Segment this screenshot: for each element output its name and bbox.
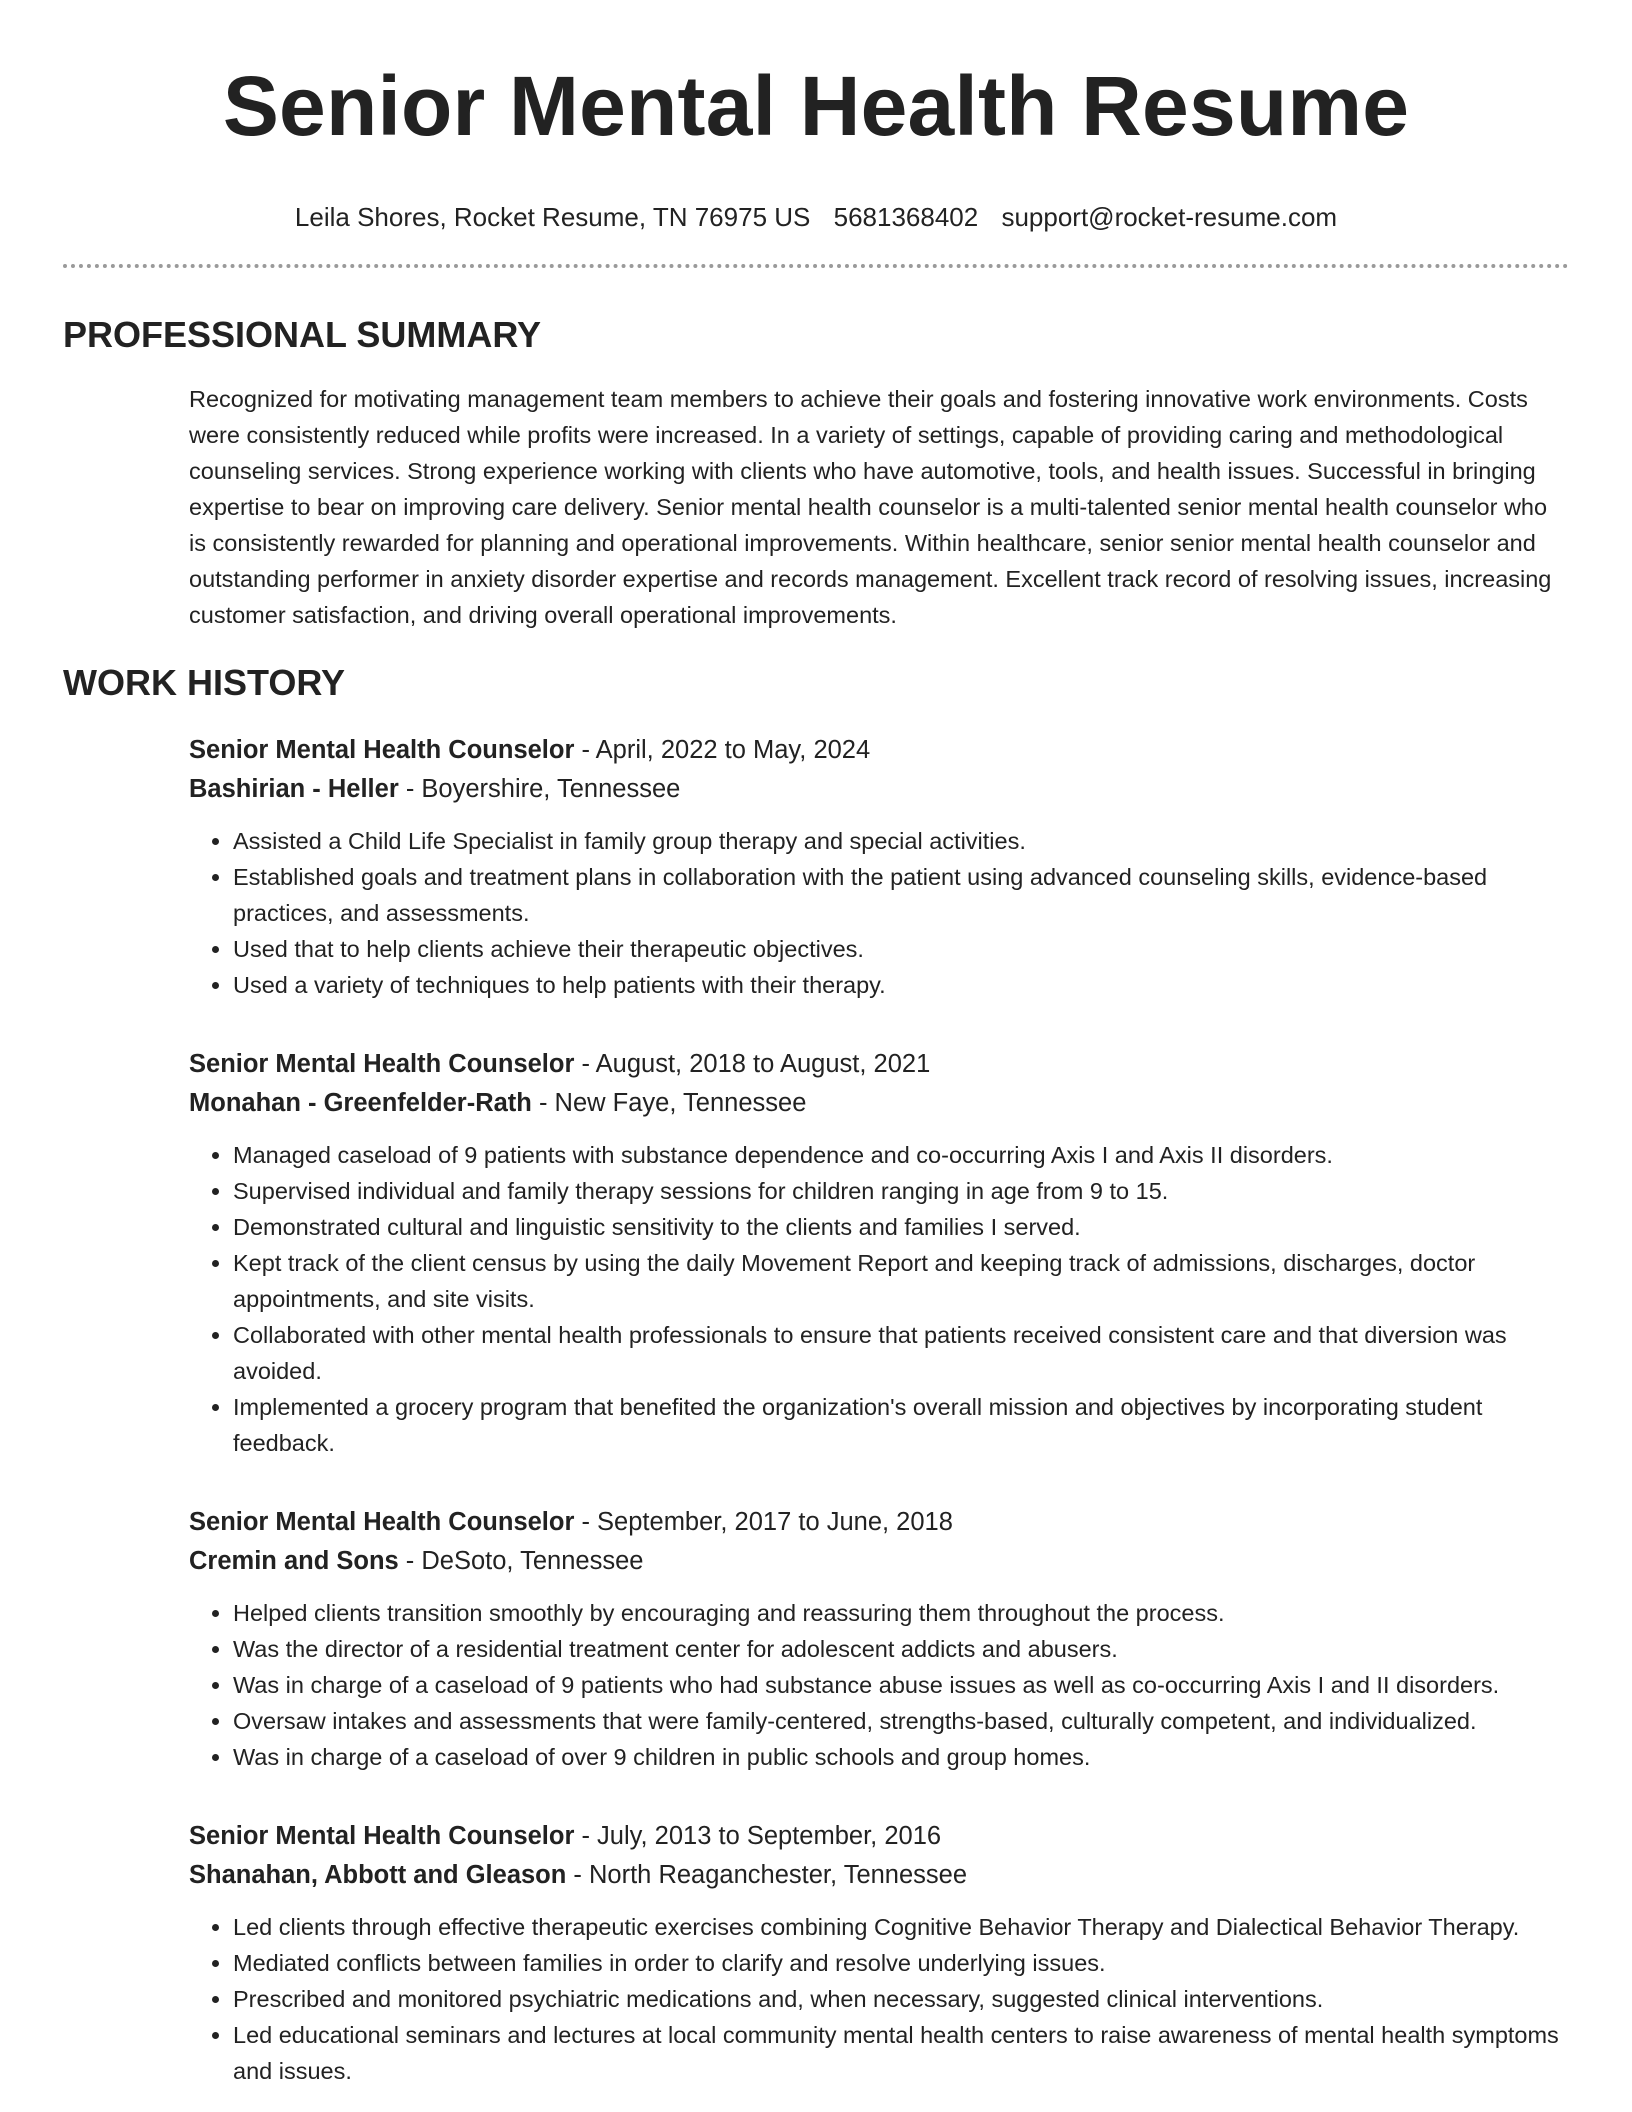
summary-text: Recognized for motivating management team members to achieve their goals and fostering innovative work environments. Costs were consistently reduced while profits were increased. In a variety of settings, capable of providing caring and methodological counseling services. Strong experience working with clients who have automotive, tools, and health issues. Successful in bringing expertise to bear on improving care delivery. Senior mental health counselor is a multi-talented senior mental health counselor who is consistently rewarded for planning and operational improvements. Within healthcare, senior senior mental health counselor and outstanding performer in anxiety disorder expertise and records management. Excellent track record of resolving issues, increasing customer satisfaction, and driving overall operational improvements. [189,386,1552,628]
job-bullets [189,1595,1569,1775]
job-company-line [189,1542,1569,1581]
job-entry [189,1503,1569,1775]
job-bullet: • Oversaw intakes and assessments that were family-centered, strengths-based, culturally competent, and individualized. [233,1703,1569,1739]
job-location: - North Reaganchester, Tennessee [566,1861,968,1889]
job-bullet: • Established goals and treatment plans in collaboration with the patient using advanced counseling skills, evidence-based practices, and assessments. [233,859,1569,931]
job-title-line [189,1045,1569,1084]
job-bullet: • Supervised individual and family therapy sessions for children ranging in age from 9 to 15. [233,1173,1569,1209]
job-bullet: • Led clients through effective therapeutic exercises combining Cognitive Behavior Therapy and Dialectical Behavior Therapy. [233,1909,1569,1945]
job-bullet: • Helped clients transition smoothly by encouraging and reassuring them throughout the process. [233,1595,1569,1631]
job-bullet: • Assisted a Child Life Specialist in family group therapy and special activities. [233,823,1569,859]
job-bullet: • Was the director of a residential treatment center for adolescent addicts and abusers. [233,1631,1569,1667]
job-bullet: • Was in charge of a caseload of 9 patients who had substance abuse issues as well as co-occurring Axis I and II disorders. [233,1667,1569,1703]
header-divider [63,264,1569,268]
job-bullet: • Prescribed and monitored psychiatric medications and, when necessary, suggested clinical interventions. [233,1981,1569,2017]
job-bullet: • Was in charge of a caseload of over 9 children in public schools and group homes. [233,1739,1569,1775]
job-location: - New Faye, Tennessee [531,1089,807,1117]
job-title: Senior Mental Health Counselor [189,736,575,764]
job-bullet: • Demonstrated cultural and linguistic sensitivity to the clients and families I served. [233,1209,1569,1245]
job-entry [189,1045,1569,1461]
job-title-line [189,1817,1569,1856]
job-company: Monahan - Greenfelder-Rath [189,1089,532,1117]
job-bullet: • Managed caseload of 9 patients with substance dependence and co-occurring Axis I and Axis II disorders. [233,1137,1569,1173]
job-company-line [189,1084,1569,1123]
job-bullet: • Kept track of the client census by using the daily Movement Report and keeping track of admissions, discharges, doctor appointments, and site visits. [233,1245,1569,1317]
job-dates: - April, 2022 to May, 2024 [574,736,871,764]
job-bullets [189,1909,1569,2089]
job-company-line [189,770,1569,809]
job-title: Senior Mental Health Counselor [189,1508,575,1536]
job-bullet: • Mediated conflicts between families in order to clarify and resolve underlying issues. [233,1945,1569,1981]
contact-line [63,200,1569,234]
job-bullet: • Implemented a grocery program that benefited the organization's overall mission and objectives by incorporating student feedback. [233,1389,1569,1461]
contact-address: Leila Shores, Rocket Resume, TN 76975 US [294,202,811,232]
job-title-line [189,731,1569,770]
summary-heading: PROFESSIONAL SUMMARY [63,314,542,355]
job-company: Shanahan, Abbott and Gleason [189,1861,567,1889]
job-title-line [189,1503,1569,1542]
job-bullet: • Used that to help clients achieve their therapeutic objectives. [233,931,1569,967]
job-bullet: • Led educational seminars and lectures at local community mental health centers to raise awareness of mental health symptoms and issues. [233,2017,1569,2089]
job-title: Senior Mental Health Counselor [189,1822,575,1850]
job-bullet: • Used a variety of techniques to help patients with their therapy. [233,967,1569,1003]
job-company: Cremin and Sons [189,1547,399,1575]
job-entry [189,731,1569,1003]
job-bullet: • Collaborated with other mental health professionals to ensure that patients received consistent care and that diversion was avoided. [233,1317,1569,1389]
job-entry [189,1817,1569,2089]
work-history-heading: WORK HISTORY [63,662,346,703]
job-bullets [189,1137,1569,1461]
contact-phone: 5681368402 [833,202,979,232]
work-history-list [189,731,1569,2089]
job-bullets [189,823,1569,1003]
job-dates: - July, 2013 to September, 2016 [574,1822,942,1850]
job-company-line [189,1856,1569,1895]
job-dates: - August, 2018 to August, 2021 [574,1050,931,1078]
resume-title: Senior Mental Health Resume [222,59,1410,153]
job-dates: - September, 2017 to June, 2018 [574,1508,953,1536]
job-company: Bashirian - Heller [189,775,399,803]
contact-email: support@rocket-resume.com [1001,202,1338,232]
job-location: - DeSoto, Tennessee [398,1547,644,1575]
job-location: - Boyershire, Tennessee [398,775,681,803]
job-title: Senior Mental Health Counselor [189,1050,575,1078]
